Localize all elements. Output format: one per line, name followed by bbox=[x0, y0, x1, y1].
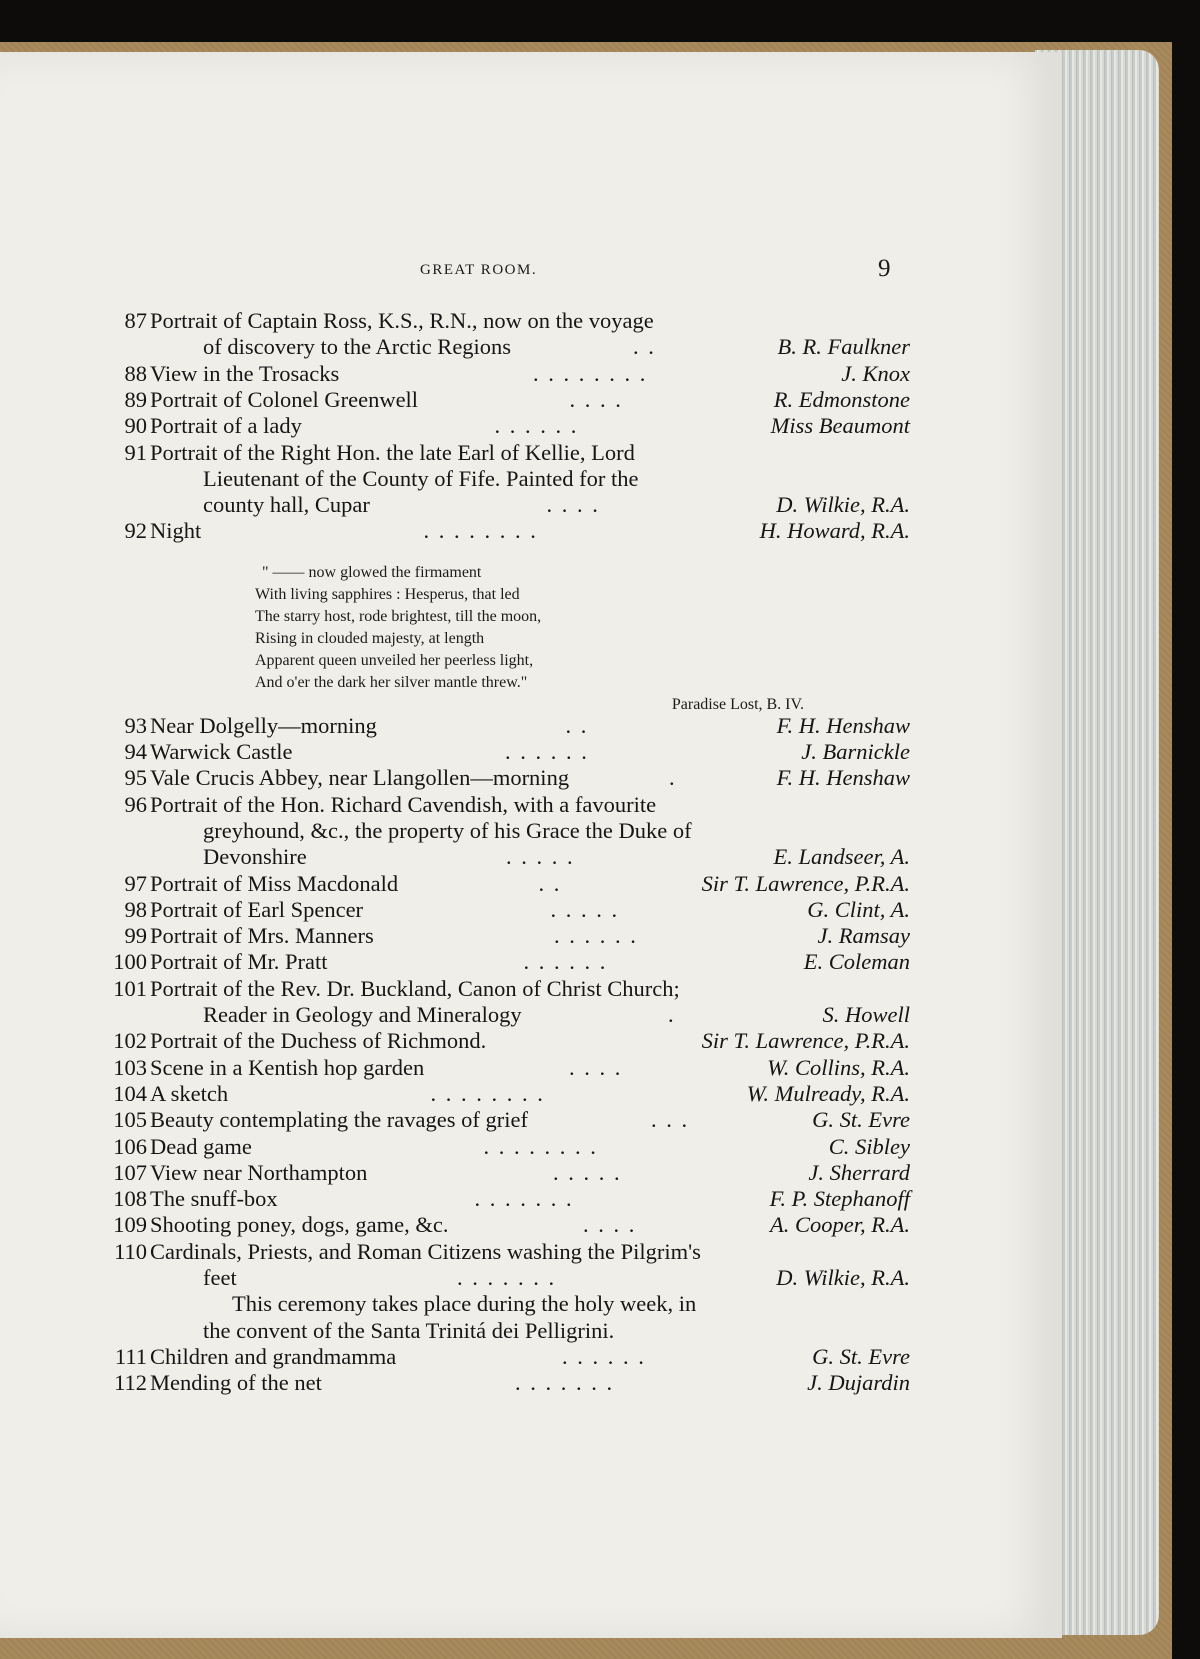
leader-dots: . . . . . . bbox=[562, 1343, 646, 1369]
leader-dots: . . . . . bbox=[550, 896, 620, 922]
entry-number: 100 bbox=[113, 949, 147, 975]
entry-artist: E. Coleman bbox=[803, 949, 910, 975]
entry-number: 105 bbox=[113, 1107, 147, 1133]
catalogue-entry-continuation bbox=[0, 465, 1062, 492]
quote-source: Paradise Lost, B. IV. bbox=[671, 696, 804, 713]
leader-dots: . . . . . . . bbox=[457, 1265, 557, 1290]
entry-number: 112 bbox=[114, 1370, 147, 1396]
entry-title: Children and grandmamma bbox=[150, 1343, 397, 1369]
leader-dots: . . . . . . . . bbox=[430, 1080, 545, 1106]
catalogue-entry-continuation bbox=[0, 843, 1062, 870]
entry-title: The snuff-box bbox=[150, 1186, 278, 1212]
entry-artist: G. St. Evre bbox=[812, 1343, 910, 1369]
entry-title: Cardinals, Priests, and Roman Citizens washing the Pilgrim's bbox=[150, 1238, 701, 1264]
entry-artist: J. Knox bbox=[841, 360, 910, 386]
catalogue-entry bbox=[0, 1159, 1062, 1186]
entry-note: the convent of the Santa Trinitá dei Pelligrini. bbox=[203, 1317, 615, 1343]
catalogue-entry bbox=[0, 1211, 1062, 1238]
entry-title: Shooting poney, dogs, game, &c. bbox=[150, 1212, 449, 1238]
entry-title: Portrait of Colonel Greenwell bbox=[150, 386, 419, 412]
catalogue-entry bbox=[0, 412, 1062, 439]
catalogue-entry bbox=[0, 517, 1062, 544]
catalogue-entry bbox=[0, 1343, 1062, 1370]
entry-artist: S. Howell bbox=[822, 1002, 910, 1027]
catalogue-entry bbox=[0, 870, 1062, 897]
entry-title: Scene in a Kentish hop garden bbox=[150, 1054, 425, 1080]
leader-dots: . . . bbox=[651, 1107, 690, 1133]
entry-title: Night bbox=[150, 518, 202, 544]
entry-title: Near Dolgelly—morning bbox=[150, 712, 377, 738]
catalogue-entry bbox=[0, 791, 1062, 818]
catalogue-entry bbox=[0, 386, 1062, 413]
catalogue-entry bbox=[0, 1369, 1062, 1396]
catalogue-entry-continuation bbox=[0, 333, 1062, 360]
entry-artist: C. Sibley bbox=[828, 1133, 910, 1159]
entry-number: 93 bbox=[124, 712, 147, 738]
quote-line: With living sapphires : Hesperus, that led bbox=[255, 586, 520, 603]
entry-title: feet bbox=[203, 1265, 237, 1290]
entry-artist: J. Sherrard bbox=[808, 1159, 910, 1185]
entry-number: 102 bbox=[113, 1028, 147, 1054]
entry-title: Portrait of the Rev. Dr. Buckland, Canon of Christ Church; bbox=[150, 975, 680, 1001]
entry-number: 108 bbox=[113, 1186, 147, 1212]
leader-dots: . . . . bbox=[569, 386, 623, 412]
entry-artist: Sir T. Lawrence, P.R.A. bbox=[701, 1028, 910, 1054]
entry-title: Lieutenant of the County of Fife. Painted for the bbox=[203, 465, 639, 491]
entry-title: Portrait of the Duchess of Richmond. bbox=[150, 1028, 487, 1054]
entry-title: county hall, Cupar bbox=[203, 492, 370, 518]
entry-title: Mending of the net bbox=[150, 1370, 322, 1396]
quote-line: And o'er the dark her silver mantle threw." bbox=[255, 674, 528, 691]
entry-title: Portrait of Earl Spencer bbox=[150, 896, 364, 922]
leader-dots: . . . . . . bbox=[554, 923, 638, 949]
entry-number: 94 bbox=[124, 739, 147, 764]
catalogue-entry bbox=[0, 1238, 1062, 1265]
running-head bbox=[0, 255, 1062, 292]
entry-number: 111 bbox=[114, 1343, 147, 1369]
entry-artist: E. Landseer, A. bbox=[773, 844, 910, 870]
entry-artist: D. Wilkie, R.A. bbox=[776, 1265, 910, 1290]
catalogue-entry bbox=[0, 712, 1062, 739]
entry-number: 103 bbox=[113, 1054, 147, 1080]
catalogue-entry-continuation bbox=[0, 817, 1062, 844]
entry-number: 87 bbox=[124, 308, 147, 333]
entry-number: 91 bbox=[124, 439, 147, 465]
catalogue-entry-continuation bbox=[0, 491, 1062, 518]
page-number: 9 bbox=[878, 255, 891, 282]
leader-dots: . . . . . . . bbox=[515, 1370, 615, 1396]
catalogue-entry bbox=[0, 1106, 1062, 1133]
entry-artist: Sir T. Lawrence, P.R.A. bbox=[701, 870, 910, 896]
entry-title: Portrait of the Hon. Richard Cavendish, with a favourite bbox=[150, 791, 657, 817]
entry-number: 98 bbox=[124, 896, 147, 922]
leader-dots: . bbox=[668, 1002, 676, 1027]
entry-title: View near Northampton bbox=[150, 1159, 368, 1185]
entry-artist: G. St. Evre bbox=[812, 1107, 910, 1133]
leader-dots: . . . . . . bbox=[505, 739, 589, 764]
catalogue-entry bbox=[0, 1080, 1062, 1107]
catalogue-entry bbox=[0, 307, 1062, 334]
leader-dots: . . bbox=[565, 712, 589, 738]
entry-artist: G. Clint, A. bbox=[807, 896, 910, 922]
quote-line: " —— now glowed the firmament bbox=[262, 564, 482, 581]
entry-number: 104 bbox=[113, 1080, 147, 1106]
entry-number: 96 bbox=[124, 791, 147, 817]
catalogue-entry bbox=[0, 764, 1062, 791]
entry-title: Beauty contemplating the ravages of grief bbox=[150, 1107, 528, 1133]
entry-title: greyhound, &c., the property of his Grace the Duke of bbox=[203, 817, 692, 843]
entry-number: 97 bbox=[124, 870, 147, 896]
catalogue-entry bbox=[0, 1133, 1062, 1160]
entry-title: Portrait of a lady bbox=[150, 413, 302, 439]
catalogue-entry bbox=[0, 1185, 1062, 1212]
entry-artist: W. Collins, R.A. bbox=[767, 1054, 910, 1080]
entry-number: 106 bbox=[113, 1133, 147, 1159]
quote-line: Apparent queen unveiled her peerless light, bbox=[255, 652, 534, 669]
entry-artist: F. P. Stephanoff bbox=[769, 1186, 910, 1212]
entry-title: of discovery to the Arctic Regions bbox=[203, 334, 512, 360]
leader-dots: . . bbox=[538, 870, 562, 896]
leader-dots: . . . . bbox=[583, 1212, 637, 1238]
catalogue-entry bbox=[0, 896, 1062, 923]
entry-title: Vale Crucis Abbey, near Llangollen—morning bbox=[150, 765, 570, 791]
entry-note: This ceremony takes place during the holy week, in bbox=[232, 1291, 697, 1317]
leader-dots: . . bbox=[633, 334, 656, 360]
catalogue-entry-continuation bbox=[0, 1264, 1062, 1291]
entry-number: 95 bbox=[124, 765, 147, 791]
entry-artist: H. Howard, R.A. bbox=[759, 518, 910, 544]
catalogue-entry bbox=[0, 360, 1062, 387]
entry-title: Portrait of Mrs. Manners bbox=[150, 923, 374, 949]
entry-title: Devonshire bbox=[203, 844, 307, 870]
quote-line: The starry host, rode brightest, till the moon, bbox=[255, 608, 542, 625]
entry-title: Portrait of Miss Macdonald bbox=[150, 870, 399, 896]
catalogue-entry bbox=[0, 948, 1062, 975]
entry-artist: W. Mulready, R.A. bbox=[746, 1080, 910, 1106]
leader-dots: . . . . . . bbox=[523, 949, 608, 975]
entry-number: 92 bbox=[124, 518, 147, 544]
quote-line: Rising in clouded majesty, at length bbox=[255, 630, 485, 647]
entry-title: Portrait of Captain Ross, K.S., R.N., now on the voyage bbox=[150, 308, 654, 333]
entry-number: 89 bbox=[124, 386, 147, 412]
catalogue-entry bbox=[0, 975, 1062, 1002]
entry-artist: A. Cooper, R.A. bbox=[770, 1212, 910, 1238]
entry-artist: J. Dujardin bbox=[807, 1370, 910, 1396]
leader-dots: . . . . . . . . bbox=[533, 360, 648, 386]
leader-dots: . . . . . bbox=[553, 1159, 622, 1185]
leader-dots: . bbox=[669, 765, 677, 791]
entry-title: View in the Trosacks bbox=[150, 360, 340, 386]
catalogue-page bbox=[0, 52, 1062, 1638]
entry-title: Reader in Geology and Mineralogy bbox=[203, 1002, 522, 1027]
entry-title: Warwick Castle bbox=[150, 739, 293, 764]
entry-number: 90 bbox=[124, 413, 147, 439]
entry-artist: F. H. Henshaw bbox=[776, 765, 910, 791]
catalogue-entry bbox=[0, 439, 1062, 466]
leader-dots: . . . . . . . . bbox=[423, 518, 538, 544]
catalogue-entry-continuation bbox=[0, 1001, 1062, 1028]
entry-artist: J. Barnickle bbox=[801, 739, 910, 764]
entry-title: Dead game bbox=[150, 1133, 252, 1159]
leader-dots: . . . . . bbox=[506, 844, 575, 870]
catalogue-entry bbox=[0, 922, 1062, 949]
catalogue-entry bbox=[0, 1054, 1062, 1081]
entry-artist: Miss Beaumont bbox=[770, 413, 910, 439]
entry-number: 101 bbox=[113, 975, 147, 1001]
leader-dots: . . . . . . . bbox=[474, 1186, 574, 1212]
entry-number: 99 bbox=[124, 923, 147, 949]
leader-dots: . . . . bbox=[569, 1054, 623, 1080]
leader-dots: . . . . bbox=[546, 492, 600, 518]
entry-number: 88 bbox=[124, 360, 147, 386]
entry-number: 110 bbox=[114, 1238, 147, 1264]
entry-artist: D. Wilkie, R.A. bbox=[776, 492, 910, 518]
entry-artist: R. Edmonstone bbox=[773, 386, 910, 412]
leader-dots: . . . . . . . . bbox=[483, 1133, 598, 1159]
entry-artist: J. Ramsay bbox=[817, 923, 910, 949]
entry-artist: F. H. Henshaw bbox=[776, 712, 910, 738]
section-title: GREAT ROOM. bbox=[420, 262, 538, 278]
entry-title: A sketch bbox=[150, 1080, 229, 1106]
catalogue-entry bbox=[0, 1027, 1062, 1054]
entry-title: Portrait of the Right Hon. the late Earl of Kellie, Lord bbox=[150, 439, 635, 465]
catalogue-entry bbox=[0, 738, 1062, 765]
entry-number: 109 bbox=[113, 1212, 147, 1238]
leader-dots: . . . . . . bbox=[494, 413, 579, 439]
entry-number: 107 bbox=[113, 1159, 147, 1185]
entry-title: Portrait of Mr. Pratt bbox=[150, 949, 328, 975]
entry-artist: B. R. Faulkner bbox=[777, 334, 910, 360]
